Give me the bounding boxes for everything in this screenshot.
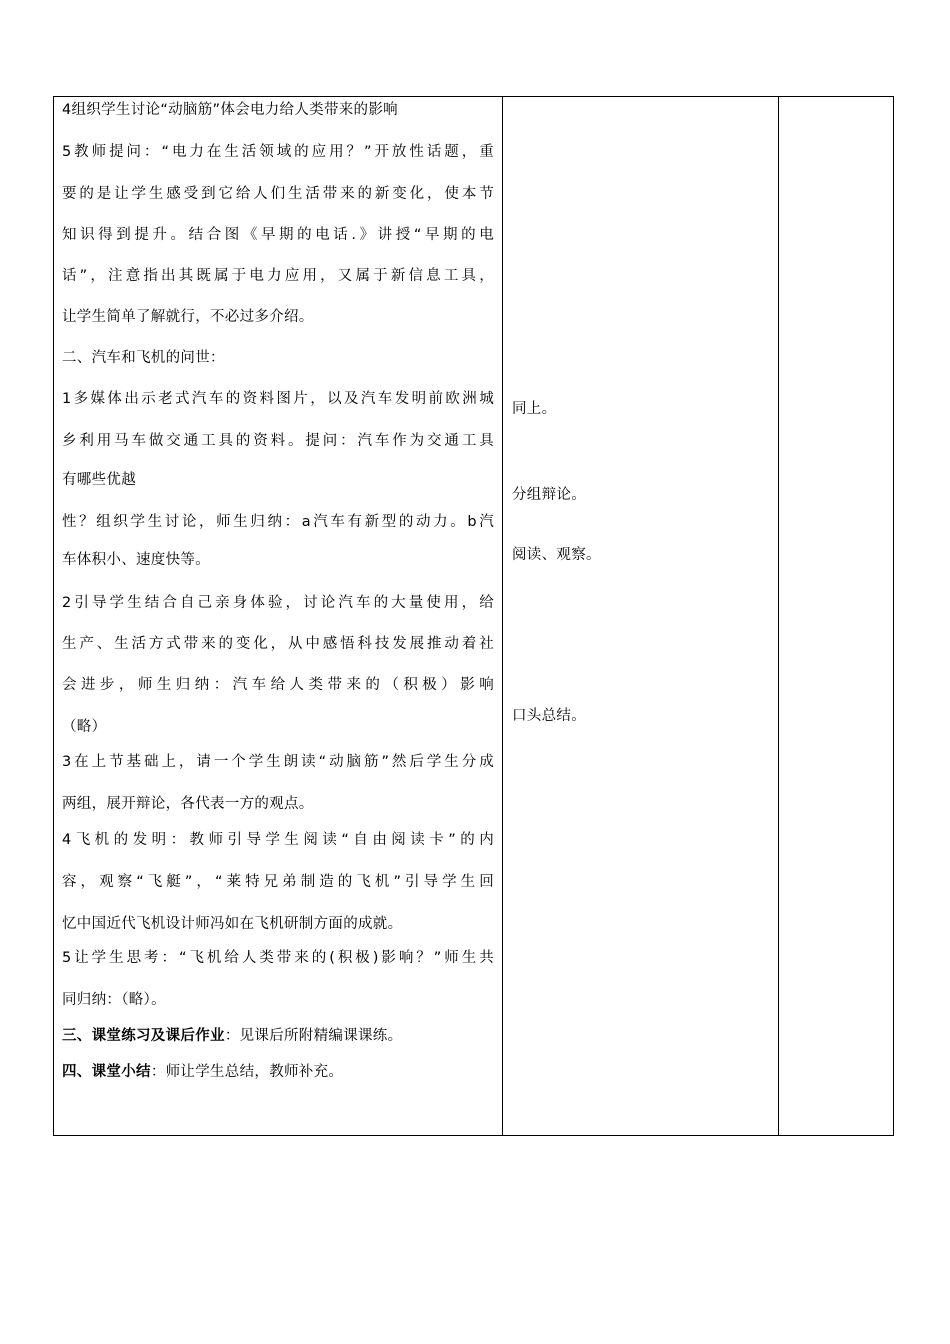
text-line: 同归纳：（略）。: [62, 992, 166, 1008]
text-line: 要的是让学生感受到它给人们生活带来的新变化，使本节: [62, 186, 494, 202]
text-line: 5教师提问：“电力在生活领域的应用？”开放性话题，重: [62, 144, 494, 160]
student-note: 阅读、观察。: [512, 547, 601, 563]
text-line: 知识得到提升。结合图《早期的电话.》讲授“早期的电: [62, 227, 494, 243]
teacher-activity-column: [54, 97, 503, 1135]
text-line: 话”，注意指出其既属于电力应用，又属于新信息工具，: [62, 268, 494, 284]
text-line: 两组，展开辩论，各代表一方的观点。: [62, 796, 314, 812]
text-line: 忆中国近代飞机设计师冯如在飞机研制方面的成就。: [62, 916, 403, 932]
text-line: 性？组织学生讨论，师生归纳：a汽车有新型的动力。b汽: [62, 514, 494, 530]
homework-line: [62, 1026, 494, 1046]
text-line: 生产、生活方式带来的变化，从中感悟科技发展推动着社: [62, 636, 494, 652]
text-line: 3在上节基础上，请一个学生朗读“动脑筋”然后学生分成: [62, 754, 494, 770]
student-note: 分组辩论。: [512, 487, 586, 503]
homework-heading: 三、课堂练习及课后作业: [62, 1028, 225, 1044]
summary-heading: 四、课堂小结: [62, 1064, 151, 1080]
homework-text: ：见课后所附精编课课练。: [224, 1028, 403, 1044]
summary-text: ：师让学生总结，教师补充。: [150, 1064, 344, 1080]
text-line: 5让学生思考：“飞机给人类带来的(积极)影响？”师生共: [62, 950, 494, 966]
section-heading: 二、汽车和飞机的问世：: [62, 350, 225, 366]
text-line: 有哪些优越: [62, 472, 136, 488]
student-activity-column: [503, 97, 779, 1135]
text-line: 会进步，师生归纳：汽车给人类带来的（积极）影响: [62, 677, 494, 693]
student-note: 口头总结。: [512, 708, 586, 724]
text-line: 容，观察“飞艇”，“莱特兄弟制造的飞机”引导学生回: [62, 874, 494, 890]
text-line: （略）: [62, 719, 107, 735]
text-line: 让学生简单了解就行，不必过多介绍。: [62, 309, 314, 325]
lesson-plan-table: [53, 96, 894, 1136]
text-line: 车体积小、速度快等。: [62, 552, 210, 568]
text-line: 4组织学生讨论“动脑筋”体会电力给人类带来的影响: [62, 102, 398, 118]
text-line: 乡利用马车做交通工具的资料。提问：汽车作为交通工具: [62, 433, 494, 449]
text-line: 1多媒体出示老式汽车的资料图片，以及汽车发明前欧洲城: [62, 391, 494, 407]
text-line: 2引导学生结合自己亲身体验，讨论汽车的大量使用，给: [62, 595, 494, 611]
student-note: 同上。: [512, 401, 557, 417]
notes-column: [779, 97, 893, 1135]
text-line: 4飞机的发明：教师引导学生阅读“自由阅读卡”的内: [62, 832, 494, 848]
summary-line: [62, 1062, 494, 1082]
